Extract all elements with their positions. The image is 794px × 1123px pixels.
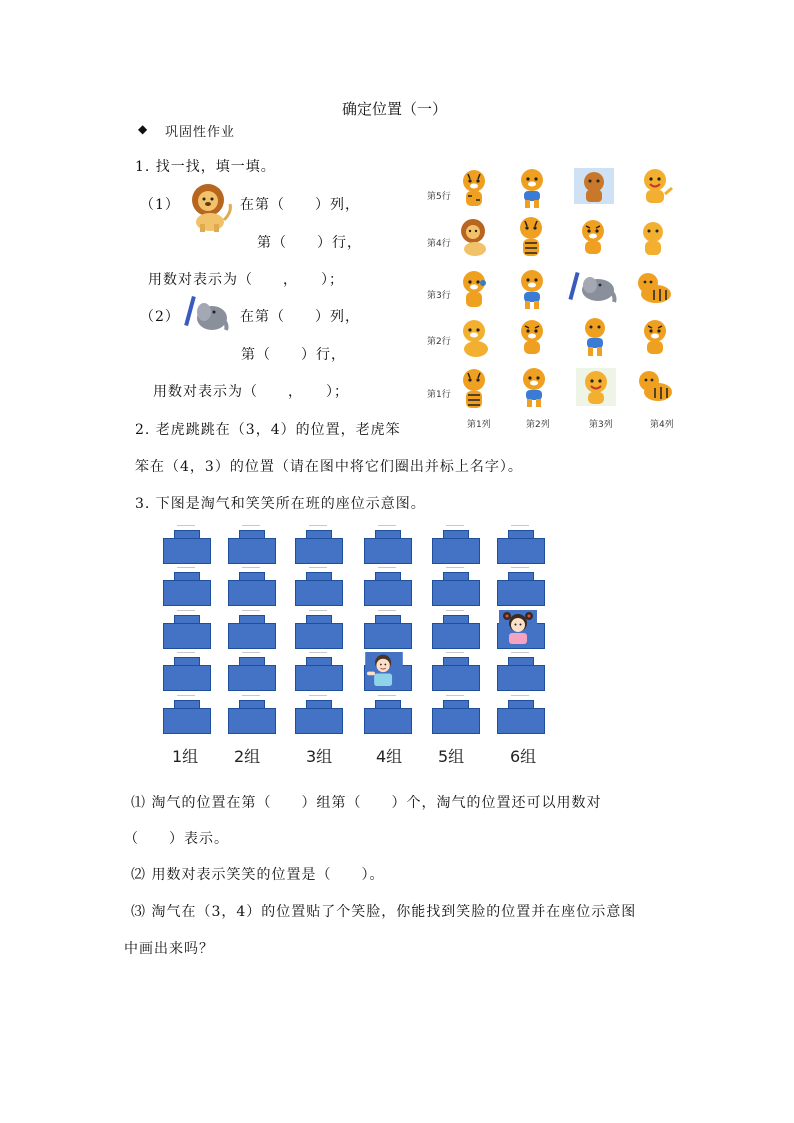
desk-chair-line [242,567,260,568]
desk-body [432,538,480,564]
student-taoqi-avatar [365,652,403,686]
group-label-2: 2组 [234,747,261,766]
q1-part1-pair: 用数对表示为（ ， ）； [148,272,344,288]
q3-sub1-line2: （ ）表示。 [124,831,229,847]
desk-body [163,580,211,606]
desk-chair-line [309,695,327,696]
col-label-3: 第3列 [589,420,613,430]
desk-chair-line [177,567,195,568]
desk-body [295,538,343,564]
desk-body [163,623,211,649]
desk-body [364,623,412,649]
desk [163,657,211,691]
desk-chair-line [378,695,396,696]
desk-chair-line [242,525,260,526]
desk-chair-line [309,567,327,568]
desk-chair-line [309,610,327,611]
q3-sub3-line1: ⑶ 淘气在（3，4）的位置贴了个笑脸，你能找到笑脸的位置并在座位示意图 [131,904,637,920]
desk-chair-line [511,567,529,568]
q3-sub1-line1: ⑴ 淘气的位置在第（ ）组第（ ）个，淘气的位置还可以用数对 [131,795,602,811]
q2-line1: 2. 老虎跳跳在（3，4）的位置，老虎笨 [135,422,401,438]
group-label-4: 4组 [376,747,403,766]
section-bullet: ◆ [138,122,149,136]
desk-chair-line [177,652,195,653]
desk-body [228,538,276,564]
desk-body [228,665,276,691]
desk-body [228,580,276,606]
desk-body [295,665,343,691]
q1-part2-pair: 用数对表示为（ ， ）； [153,384,349,400]
desk-body [432,580,480,606]
desk [163,530,211,564]
q1-part2-column: 在第（ ）列， [240,309,360,325]
desk-chair-line [378,567,396,568]
q1-part1-column: 在第（ ）列， [240,197,360,213]
desk [364,530,412,564]
desk-chair-line [242,652,260,653]
col-label-4: 第4列 [650,420,674,430]
desk-chair-line [177,695,195,696]
row-label-5: 第5行 [427,192,451,202]
group-label-5: 5组 [438,747,465,766]
desk-body [295,580,343,606]
desk [497,657,545,691]
desk-chair-line [446,610,464,611]
desk [497,530,545,564]
desk-body [497,538,545,564]
row-label-4: 第4行 [427,239,451,249]
desk [497,700,545,734]
q2-line2: 笨在（4，3）的位置（请在图中将它们圈出并标上名字）。 [135,459,523,475]
q3-sub3-line2: 中画出来吗？ [124,941,214,957]
desk [432,615,480,649]
desk [295,657,343,691]
desk-chair-line [378,525,396,526]
desk-body [295,708,343,734]
desk [432,657,480,691]
desk [163,615,211,649]
desk-body [432,665,480,691]
desk [364,615,412,649]
desk [364,700,412,734]
group-label-3: 3组 [306,747,333,766]
desk [163,572,211,606]
desk-body [163,708,211,734]
desk-chair-line [446,695,464,696]
q1-part2-row: 第（ ）行， [241,347,346,363]
desk-body [497,580,545,606]
row-label-1: 第1行 [427,390,451,400]
desk-body [163,538,211,564]
col-label-2: 第2列 [526,420,550,430]
desk-chair-line [378,610,396,611]
desk [364,572,412,606]
student-xiaoxiao-avatar [499,610,537,644]
desk-body [163,665,211,691]
desk-body [364,708,412,734]
q1-heading: 1. 找一找，填一填。 [135,159,276,175]
desk [295,700,343,734]
desk-chair-line [242,695,260,696]
desk [228,572,276,606]
desk-chair-line [446,652,464,653]
section-label: 巩固性作业 [165,125,236,140]
desk-body [432,623,480,649]
desk-body [497,665,545,691]
desk-body [295,623,343,649]
q1-part1-number: （1） [140,197,180,213]
desk [228,700,276,734]
desk-chair-line [177,525,195,526]
row-label-3: 第3行 [427,291,451,301]
q3-heading: 3. 下图是淘气和笑笑所在班的座位示意图。 [135,496,426,512]
desk [228,657,276,691]
desk-body [364,538,412,564]
desk [295,572,343,606]
desk-chair-line [511,695,529,696]
page-title: 确定位置（一） [342,100,448,118]
desk [228,530,276,564]
desk [497,572,545,606]
desk [432,530,480,564]
row-label-2: 第2行 [427,337,451,347]
desk-body [228,708,276,734]
desk-body [432,708,480,734]
group-label-1: 1组 [172,747,199,766]
desk-chair-line [446,525,464,526]
desk-chair-line [177,610,195,611]
col-label-1: 第1列 [467,420,491,430]
desk [295,615,343,649]
desk-chair-line [511,525,529,526]
group-label-6: 6组 [510,747,537,766]
desk-body [228,623,276,649]
desk-chair-line [309,525,327,526]
desk [228,615,276,649]
q1-part1-row: 第（ ）行， [257,235,362,251]
desk-chair-line [511,652,529,653]
desk [163,700,211,734]
desk [295,530,343,564]
desk-chair-line [446,567,464,568]
desk-chair-line [242,610,260,611]
desk [432,572,480,606]
q1-part2-number: （2） [140,309,180,325]
desk-body [364,580,412,606]
desk-body [497,708,545,734]
desk-chair-line [309,652,327,653]
q3-sub2: ⑵ 用数对表示笑笑的位置是（ ）。 [131,867,385,883]
desk [432,700,480,734]
